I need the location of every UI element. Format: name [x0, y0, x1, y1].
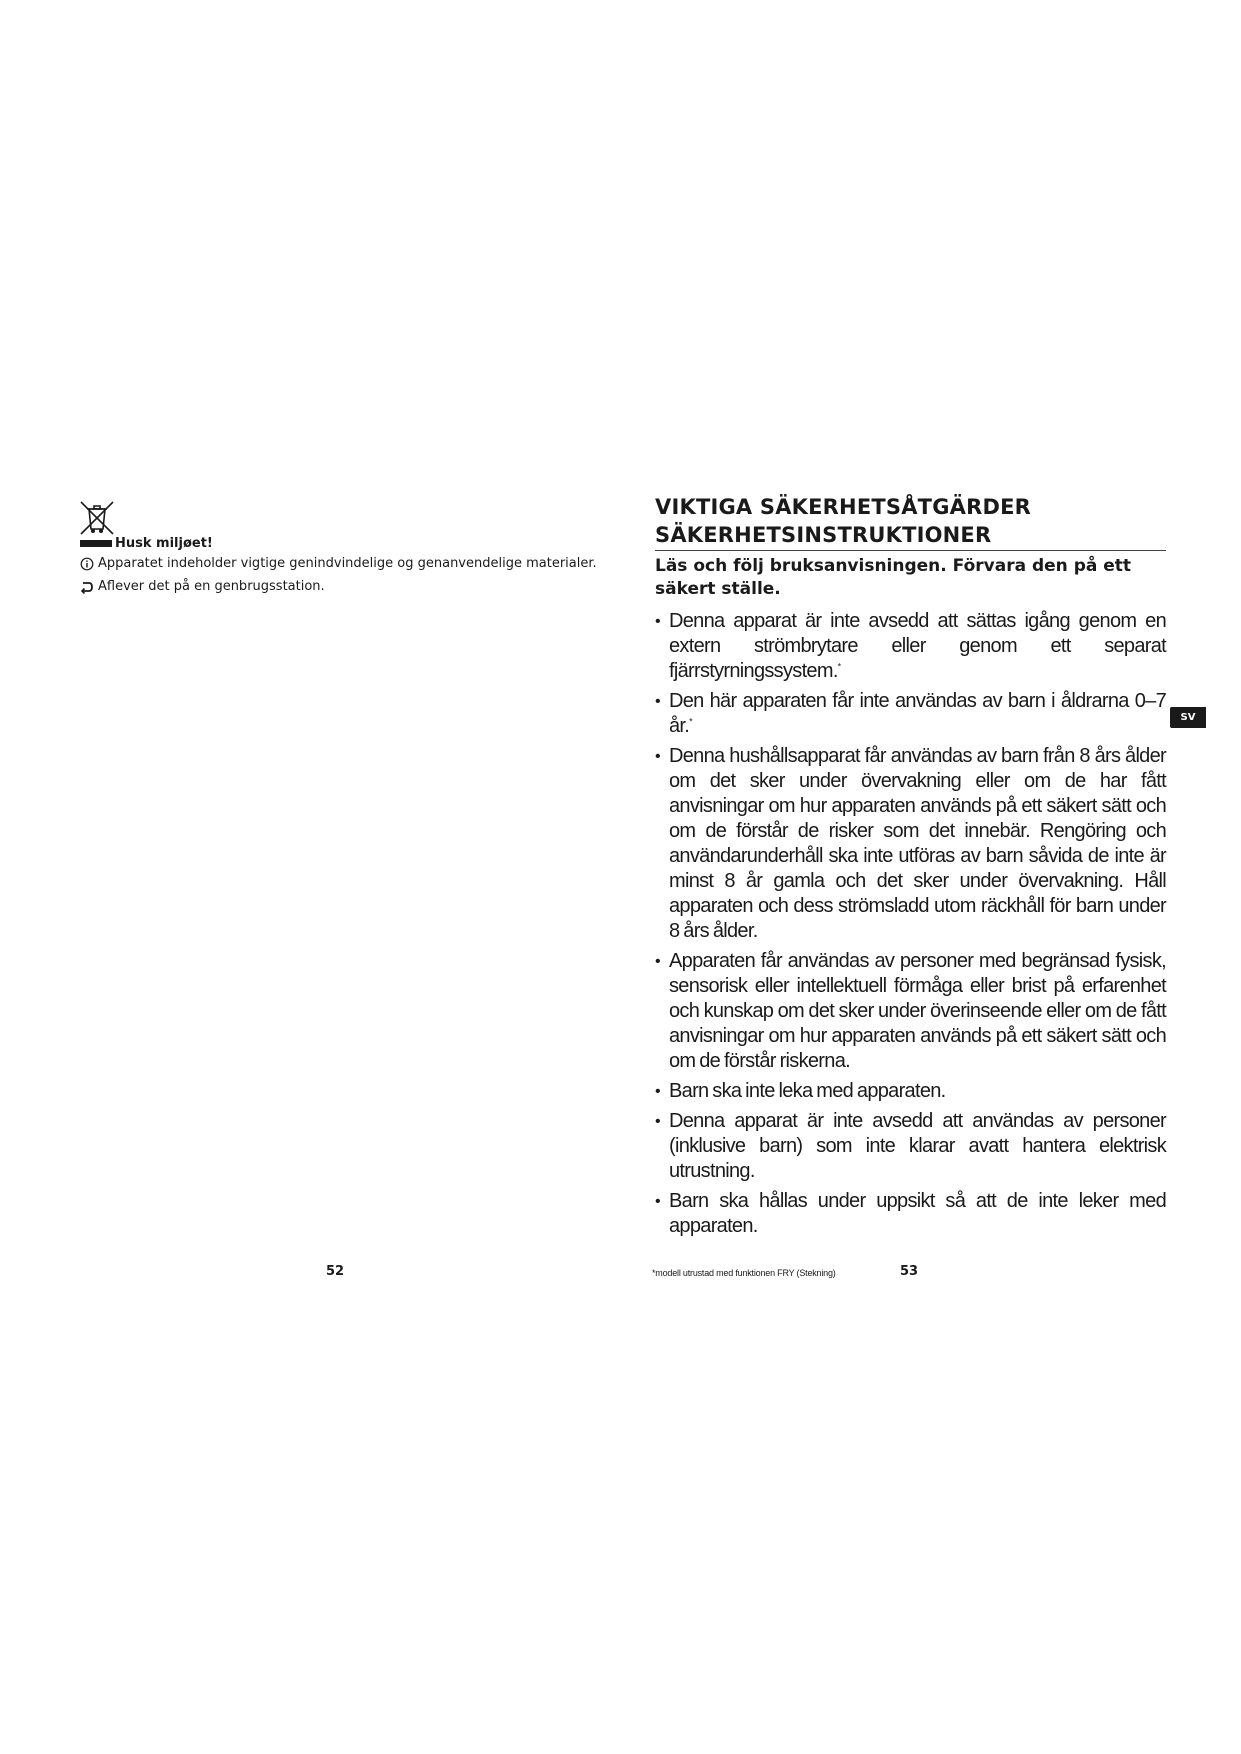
list-item — [655, 1189, 1166, 1239]
footnote: *modell utrustad med funktionen FRY (Stekning) — [652, 1268, 836, 1278]
footnote-mark: * — [837, 661, 841, 672]
page-number-left: 52 — [326, 1264, 345, 1279]
info-circle-icon — [80, 557, 94, 571]
bullet-dot: • — [655, 1113, 660, 1130]
list-item-text: Denna hushållsapparat får användas av barn från 8 års ålder om det sker under övervakning eller om de har fått anvisningar om hur apparaten används på ett säkert sätt och om de förstår de risker som det innebär. Rengöring och användarunderhåll ska inte utföras av barn såvida de inte är minst 8 år gamla och det sker under övervakning. Håll apparaten och dess strömsladd utom räckhåll för barn under 8 års ålder. — [669, 745, 1166, 942]
environment-heading — [80, 536, 213, 551]
list-item-text: Denna apparat är inte avsedd att sättas igång genom en extern strömbrytare eller genom ett separat fjärrstyrningssystem. — [669, 610, 1166, 682]
section-title — [655, 493, 1166, 549]
list-item-text: Den här apparaten får inte användas av barn i åldrarna 0–7 år. — [669, 690, 1166, 737]
environment-heading-text: Husk miljøet! — [115, 536, 213, 551]
page-number-right: 53 — [900, 1264, 919, 1279]
bullet-dot: • — [655, 1193, 660, 1210]
list-item-text: Apparaten får användas av personer med begränsad fysisk, sensorisk eller intellektuell förmåga eller brist på erfarenhet och kunskap om det sker under överinseende eller om de fått anvisningar om hur apparaten används på ett säkert sätt och om de förstår riskerna. — [669, 950, 1166, 1072]
list-item — [655, 1109, 1166, 1184]
return-arrow-icon — [80, 580, 94, 594]
heading-bar — [80, 540, 112, 547]
list-item — [655, 609, 1166, 684]
crossed-out-bin-icon — [78, 500, 116, 536]
title-divider — [655, 550, 1166, 551]
safety-list — [655, 609, 1166, 1239]
list-item — [655, 689, 1166, 739]
list-item-text: Barn ska inte leka med apparaten. — [669, 1080, 946, 1102]
list-item — [655, 744, 1166, 944]
bullet-dot: • — [655, 613, 660, 630]
recycle-text: Aflever det på en genbrugsstation. — [98, 579, 325, 594]
bullet-dot: • — [655, 1083, 660, 1100]
info-line — [80, 556, 597, 571]
recycle-line — [80, 579, 325, 594]
list-item — [655, 949, 1166, 1074]
safety-section — [655, 493, 1166, 1244]
language-tab: SV — [1170, 707, 1206, 728]
bullet-dot: • — [655, 693, 660, 710]
bullet-dot: • — [655, 748, 660, 765]
list-item — [655, 1079, 1166, 1104]
info-text: Apparatet indeholder vigtige genindvindelige og genanvendelige materialer. — [98, 556, 597, 571]
intro-text: Läs och följ bruksanvisningen. Förvara den på ett säkert ställe. — [655, 556, 1132, 599]
footnote-mark: * — [689, 716, 692, 727]
list-item-text: Barn ska hållas under uppsikt så att de inte leker med apparaten. — [669, 1190, 1166, 1237]
list-item-text: Denna apparat är inte avsedd att användas av personer (inklusive barn) som inte klarar avatt hantera elektrisk utrustning. — [669, 1110, 1166, 1182]
title-line-1: VIKTIGA SÄKERHETSÅTGÄRDER — [655, 495, 1031, 519]
bullet-dot: • — [655, 953, 660, 970]
title-line-2: SÄKERHETSINSTRUKTIONER — [655, 523, 992, 547]
